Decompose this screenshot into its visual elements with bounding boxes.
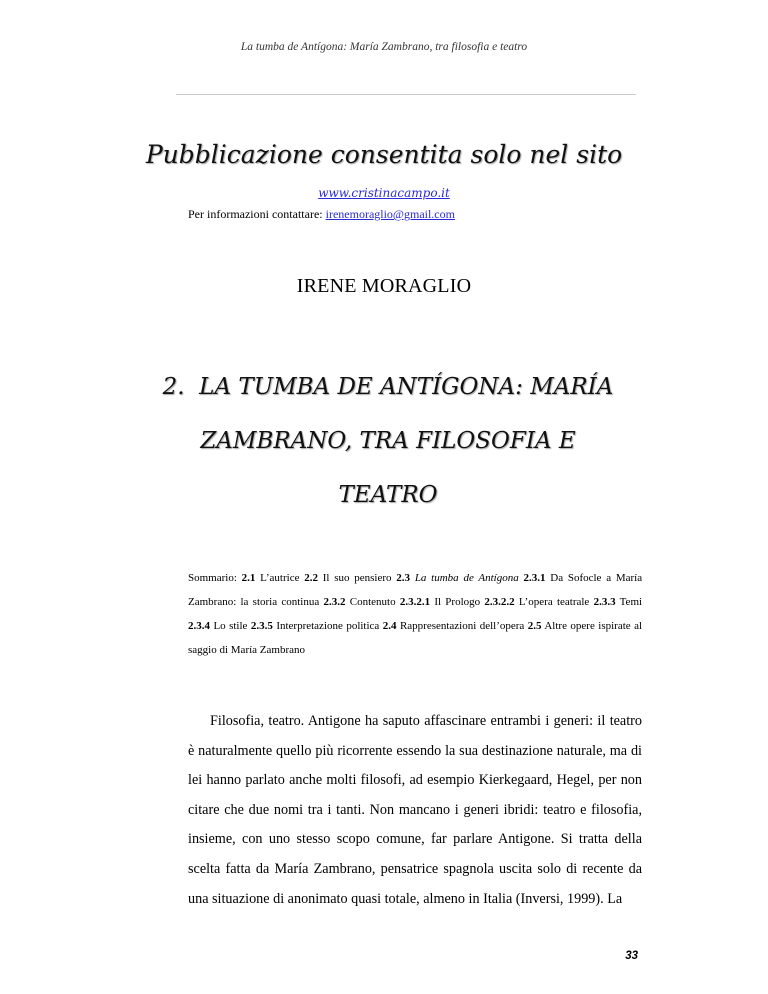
summary-item-number: 2.3 [396, 572, 411, 584]
contact-email-link[interactable]: irenemoraglio@gmail.com [325, 207, 455, 221]
summary-item-number: 2.3.2.2 [484, 596, 515, 608]
summary-item [242, 572, 300, 584]
contact-line [188, 207, 455, 222]
summary-item [188, 620, 247, 632]
summary-item [324, 596, 396, 608]
body-paragraph-text: Filosofia, teatro. Antigone ha saputo affascinare entrambi i generi: il teatro è naturalmente quello più ricorrente essendo la sua destinazione naturale, ma di lei hanno parlato anche molti filosofi, ad esempio Kierkegaard, Hegel, per non citare che due nomi tra i tanti. Non mancano i generi ibridi: teatro e filosofia, insieme, con uno stesso scopo comune, far parlare Antigone. Si tratta della scelta fatta da María Zambrano, pensatrice spagnola uscita solo di recente da una situazione di anonimato quasi totale, almeno in Italia (Inversi, 1999). La [188, 713, 642, 907]
summary-item-number: 2.4 [382, 620, 397, 632]
author-name: IRENE MORAGLIO [296, 275, 472, 297]
summary-item-number: 2.3.1 [523, 572, 546, 584]
header-divider [176, 94, 636, 95]
summary-item [251, 620, 379, 632]
site-link[interactable]: www.cristinacampo.it [318, 186, 450, 200]
summary-item-text: Il suo pensiero [322, 572, 392, 584]
running-header: La tumba de Antígona: María Zambrano, tra filosofia e teatro [240, 41, 528, 53]
chapter-title-line-2: ZAMBRANO, TRA FILOSOFIA E TEATRO [200, 428, 576, 508]
summary-item-number: 2.5 [527, 620, 542, 632]
summary-item-number: 2.3.2 [323, 596, 346, 608]
summary-item-number: 2.2 [304, 572, 318, 584]
summary-item [484, 596, 589, 608]
page-number: 33 [625, 950, 638, 962]
summary-item-text: Rappresentazioni dell’opera [399, 620, 525, 632]
body-paragraph [188, 707, 642, 914]
summary-item-text: Temi [619, 596, 643, 608]
summary-item-text: Interpretazione politica [276, 620, 380, 632]
summary-item-text: Da Sofocle a María Zambrano: la storia continua [188, 572, 643, 608]
summary-item-text: L’autrice [260, 572, 300, 584]
chapter-title [160, 360, 616, 522]
contact-label: Per informazioni contattare: [188, 207, 323, 221]
summary-item-text: Il Prologo [434, 596, 481, 608]
chapter-title-line-1: 2. LA TUMBA DE ANTÍGONA: MARÍA [162, 374, 614, 400]
summary-item-text: Contenuto [349, 596, 396, 608]
summary-item-text: La tumba de Antígona [414, 572, 519, 584]
summary-item-number: 2.3.4 [188, 620, 210, 632]
summary-label: Sommario: [188, 572, 237, 584]
publication-notice-title: Pubblicazione consentita solo nel sito [145, 140, 623, 169]
summary-item [304, 572, 391, 584]
summary-item [396, 572, 518, 584]
summary-item-text: L’opera teatrale [518, 596, 590, 608]
summary-item [594, 596, 643, 608]
summary-item-text: Lo stile [213, 620, 248, 632]
summary-item-number: 2.3.5 [250, 620, 273, 632]
summary-item-text: Altre opere ispirate al saggio di María Zambrano [188, 620, 643, 656]
summary-item-number: 2.3.2.1 [399, 596, 431, 608]
summary-item-number: 2.3.3 [593, 596, 616, 608]
summary [188, 566, 642, 662]
summary-item [400, 596, 480, 608]
summary-item [383, 620, 525, 632]
summary-item-number: 2.1 [241, 572, 256, 584]
